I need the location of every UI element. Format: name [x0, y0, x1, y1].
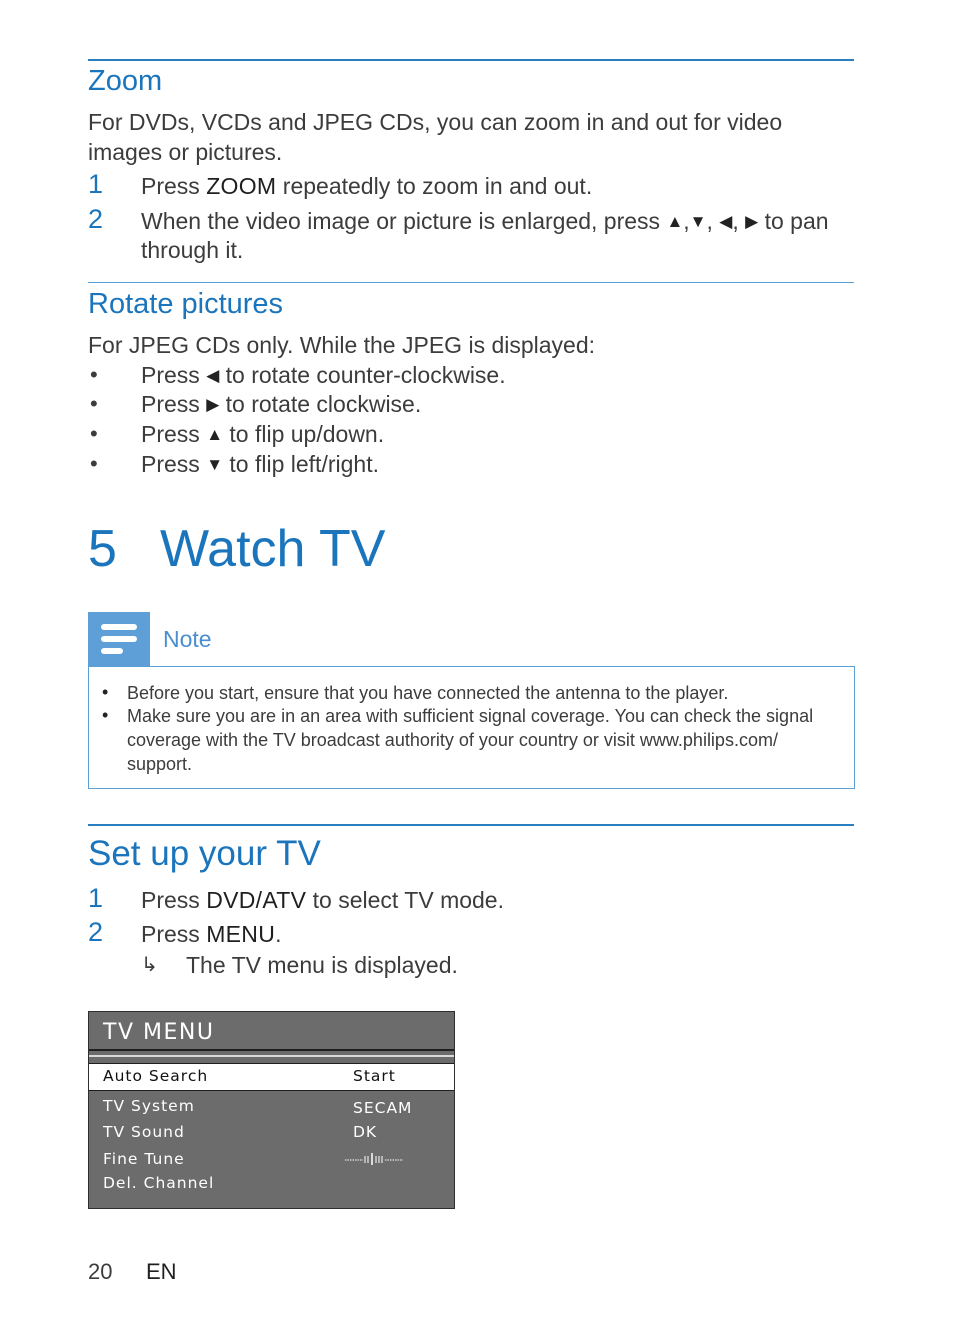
rotate-item-2 — [141, 389, 421, 422]
note-item-2-line2: coverage with the TV broadcast authority of your country or visit www.philips.com/ — [127, 730, 778, 750]
rotate-intro: For JPEG CDs only. While the JPEG is displayed: — [88, 332, 596, 358]
zoom-intro-line2: images or pictures. — [88, 139, 283, 165]
section-rule — [88, 282, 854, 283]
tv-menu-value-tv-system: SECAM — [353, 1099, 413, 1117]
bullet-dot: • — [102, 682, 109, 702]
bullet-dot: • — [90, 421, 98, 446]
step-number: 2 — [88, 204, 104, 234]
page-number: 20 — [88, 1259, 113, 1284]
step-text: repeatedly to zoom in and out. — [276, 173, 593, 199]
item-text: to flip left/right. — [223, 451, 379, 477]
step-text: . — [275, 921, 282, 947]
step-number: 1 — [88, 169, 104, 199]
step-text: to select TV mode. — [306, 887, 504, 913]
bullet-dot: • — [90, 451, 98, 476]
item-text: to rotate counter-clockwise. — [219, 362, 506, 388]
tv-menu-value-auto-search: Start — [353, 1067, 396, 1085]
note-item-2-line3: support. — [127, 754, 193, 774]
tv-menu-screen — [88, 1011, 455, 1209]
note-item-1: Before you start, ensure that you have connected the antenna to the player. — [127, 683, 729, 703]
up-triangle-icon: ▲ — [666, 212, 684, 231]
item-text: Press — [141, 391, 207, 417]
divider — [89, 1055, 454, 1057]
dvd-atv-key: DVD/ATV — [206, 887, 307, 913]
chapter-number: 5 — [88, 520, 117, 578]
rotate-item-4 — [141, 449, 379, 482]
language-code: EN — [146, 1259, 177, 1284]
section-rule — [88, 824, 854, 826]
tv-menu-title: TV MENU — [103, 1020, 215, 1045]
setup-heading: Set up your TV — [88, 834, 321, 873]
step-text: Press — [141, 887, 207, 913]
step-number: 2 — [88, 917, 104, 947]
step-text: Press — [141, 173, 207, 199]
right-triangle-icon: ▶ — [745, 212, 759, 231]
item-text: Press — [141, 362, 207, 388]
note-lines-icon — [88, 612, 150, 666]
zoom-key: ZOOM — [206, 173, 277, 199]
note-line — [101, 636, 137, 642]
zoom-intro-line1: For DVDs, VCDs and JPEG CDs, you can zoom in and out for video — [88, 109, 783, 135]
setup-step-1 — [141, 885, 504, 915]
menu-key: MENU — [206, 921, 276, 947]
section-rule — [88, 59, 854, 61]
step-number: 1 — [88, 883, 104, 913]
zoom-step-2-line2: through it. — [141, 237, 244, 263]
step-text: When the video image or picture is enlarged, press — [141, 208, 667, 234]
bullet-dot: • — [102, 705, 109, 725]
tv-menu-item-auto-search: Auto Search — [103, 1067, 209, 1085]
up-triangle-icon: ▲ — [206, 425, 224, 444]
zoom-step-2: When the video image or picture is enlarged, press ▲,▼, ◀, ▶ to pan — [141, 206, 829, 239]
setup-result: The TV menu is displayed. — [186, 952, 458, 978]
note-line — [101, 624, 137, 630]
tv-menu-item-del-channel: Del. Channel — [103, 1174, 215, 1192]
tv-menu-item-fine-tune: Fine Tune — [103, 1150, 185, 1168]
tv-menu-value-tv-sound: DK — [353, 1123, 378, 1141]
result-arrow-icon: ↳ — [141, 954, 158, 976]
item-text: to rotate clockwise. — [219, 391, 422, 417]
step-text: to pan — [758, 208, 829, 234]
note-item-2-line1: Make sure you are in an area with sufficient signal coverage. You can check the signal — [127, 706, 814, 726]
note-label: Note — [163, 626, 212, 652]
item-text: Press — [141, 451, 207, 477]
zoom-step-1 — [141, 171, 592, 201]
tv-menu-item-tv-sound: TV Sound — [103, 1123, 185, 1141]
rotate-item-3 — [141, 419, 384, 452]
right-triangle-icon: ▶ — [206, 395, 220, 414]
step-text: Press — [141, 921, 207, 947]
left-triangle-icon: ◀ — [719, 212, 733, 231]
item-text: Press — [141, 421, 207, 447]
chapter-title: Watch TV — [160, 520, 386, 578]
note-line — [101, 648, 123, 654]
item-text: to flip up/down. — [223, 421, 385, 447]
down-triangle-icon: ▼ — [206, 455, 224, 474]
zoom-heading: Zoom — [88, 65, 163, 97]
tv-menu-item-tv-system: TV System — [103, 1097, 195, 1115]
bullet-dot: • — [90, 362, 98, 387]
setup-step-2 — [141, 919, 282, 949]
rotate-heading: Rotate pictures — [88, 288, 284, 320]
down-triangle-icon: ▼ — [689, 212, 707, 231]
bullet-dot: • — [90, 391, 98, 416]
divider — [89, 1049, 454, 1051]
left-triangle-icon: ◀ — [206, 366, 220, 385]
fine-tune-slider-icon — [345, 1153, 403, 1165]
